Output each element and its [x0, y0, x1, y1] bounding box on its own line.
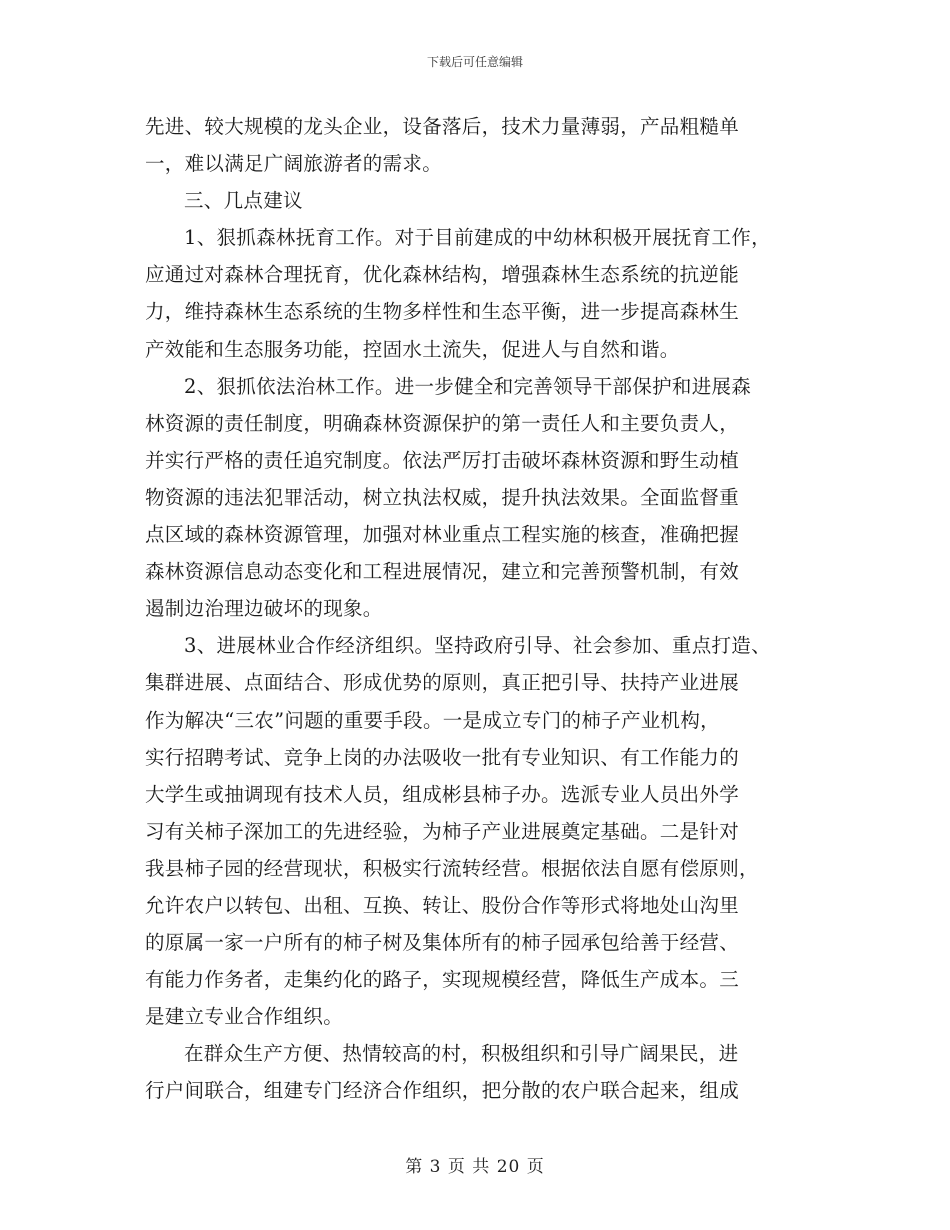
text-line: 并实行严格的责任追究制度。依法严厉打击破坏森林资源和野生动植 — [145, 448, 740, 472]
page-number: 第 3 页 共 20 页 — [405, 1157, 545, 1177]
text-line: 先进、较大规模的龙头企业，设备落后，技术力量薄弱，产品粗糙单 — [145, 115, 740, 138]
text-line: 产效能和生态服务功能，控固水土流失，促进人与自然和谐。 — [145, 337, 680, 361]
text-line: 是建立专业合作组织。 — [145, 1005, 344, 1029]
text-line: 允许农户以转包、出租、互换、转让、股份合作等形式将地处山沟里 — [145, 893, 740, 917]
text-line: 力，维持森林生态系统的生物多样性和生态平衡，进一步提高森林生 — [145, 300, 740, 324]
text-line: 1、狠抓森林抚育工作。对于目前建成的中幼林积极开展抚育工作， — [184, 226, 771, 250]
text-line: 在群众生产方便、热情较高的村，积极组织和引导广阔果民，进 — [184, 1042, 739, 1066]
text-line: 实行招聘考试、竞争上岗的办法吸收一批有专业知识、有工作能力的 — [145, 745, 740, 769]
text-line: 的原属一家一户所有的柿子树及集体所有的柿子园承包给善于经营、 — [145, 931, 740, 955]
text-line: 作为解决“三农”问题的重要手段。一是成立专门的柿子产业机构， — [145, 708, 720, 732]
section-heading: 三、几点建议 — [184, 189, 303, 213]
text-line: 有能力作务者，走集约化的路子，实现规模经营，降低生产成本。三 — [145, 968, 740, 992]
text-line: 森林资源信息动态变化和工程进展情况，建立和完善预警机制，有效 — [145, 560, 740, 584]
text-line: 2、狠抓依法治林工作。进一步健全和完善领导干部保护和进展森 — [184, 374, 752, 398]
text-line: 遏制边治理边破坏的现象。 — [145, 597, 383, 621]
text-line: 物资源的违法犯罪活动，树立执法权威，提升执法效果。全面监督重 — [145, 485, 740, 509]
text-line: 一，难以满足广阔旅游者的需求。 — [145, 152, 443, 176]
text-line: 集群进展、点面结合、形成优势的原则，真正把引导、扶持产业进展 — [145, 671, 740, 695]
text-line: 习有关柿子深加工的先进经验，为柿子产业进展奠定基础。二是针对 — [145, 819, 740, 843]
text-line: 应通过对森林合理抚育，优化森林结构，增强森林生态系统的抗逆能 — [145, 263, 740, 287]
text-line: 我县柿子园的经营现状，积极实行流转经营。根据依法自愿有偿原则， — [145, 856, 759, 880]
page-header: 下载后可任意编辑 — [426, 55, 523, 69]
text-line: 林资源的责任制度，明确森林资源保护的第一责任人和主要负责人， — [145, 411, 740, 435]
text-line: 行户间联合，组建专门经济合作组织，把分散的农户联合起来，组成 — [145, 1079, 740, 1103]
document-body — [145, 108, 825, 1110]
text-line: 点区域的森林资源管理，加强对林业重点工程实施的核查，准确把握 — [145, 523, 740, 547]
text-line: 大学生或抽调现有技术人员，组成彬县柿子办。选派专业人员出外学 — [145, 782, 740, 806]
text-line: 3、进展林业合作经济组织。坚持政府引导、社会参加、重点打造、 — [184, 634, 771, 658]
